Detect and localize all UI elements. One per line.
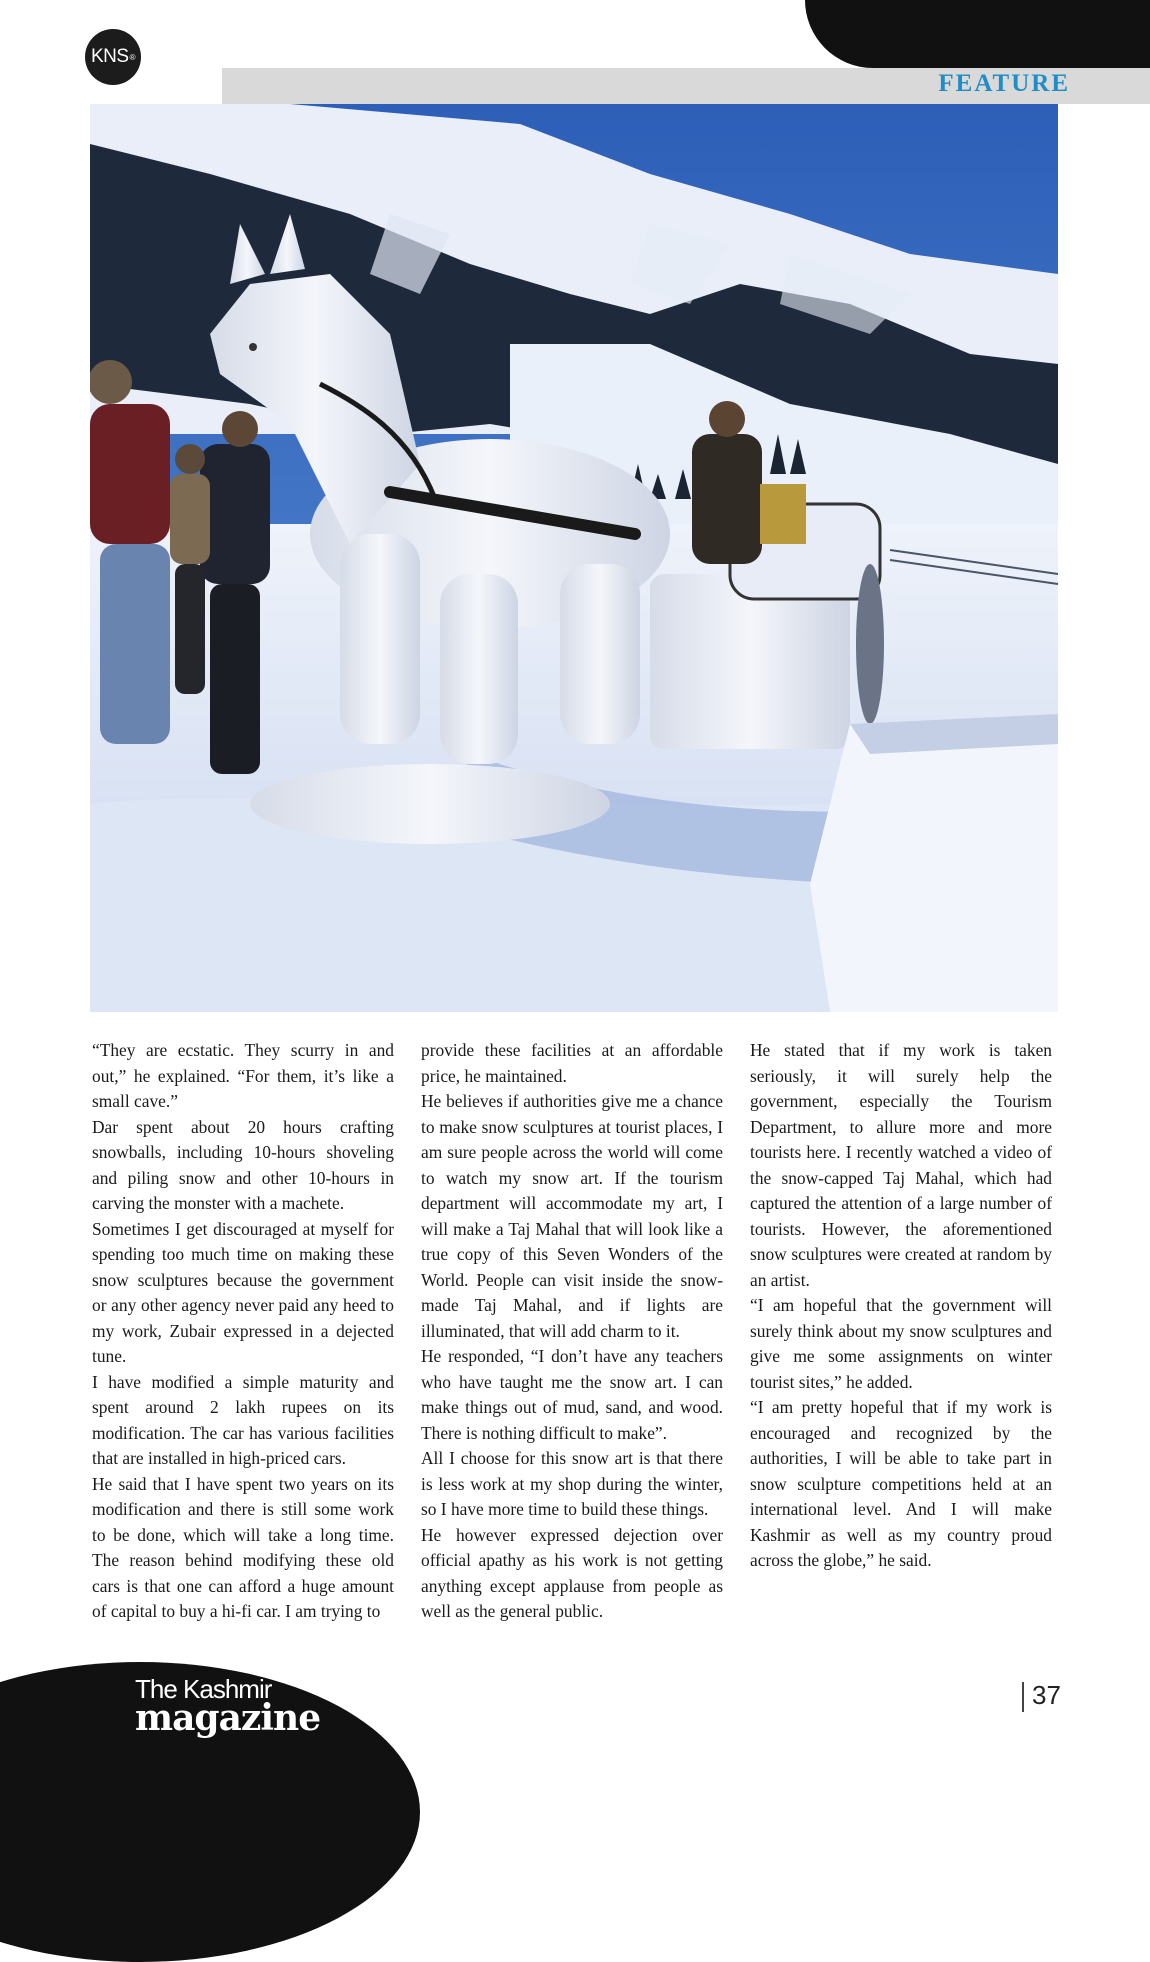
magazine-logo — [135, 1674, 321, 1739]
page-number: 37 — [1032, 1680, 1061, 1710]
paragraph: He believes if authorities give me a chance to make snow sculptures at tourist places, I am sure people across the world will come to watch my snow art. If the tourism department will accommodate my art, I will make a Taj Mahal that will look like a true copy of this Seven Wonders of the World. People can visit inside the snow-made Taj Mahal, and if lights are illuminated, that will add charm to it. — [421, 1091, 723, 1341]
kns-logo-text: KNS — [91, 46, 129, 67]
paragraph: “They are ecstatic. They scurry in and out,” he explained. “For them, it’s like a small cave.” — [92, 1040, 394, 1111]
paragraph: “I am hopeful that the government will surely think about my snow sculptures and give me some assignments on winter tourist sites,” he added. — [750, 1295, 1052, 1392]
paragraph: He responded, “I don’t have any teachers who have taught me the snow art. I can make things out of mud, sand, and wood. There is nothing difficult to make”. — [421, 1346, 723, 1443]
paragraph: He however expressed dejection over official apathy as his work is not getting anything except applause from people as well as the general public. — [421, 1524, 723, 1621]
article-body — [92, 1038, 1052, 1638]
feature-photo — [90, 104, 1058, 1012]
kns-logo: KNS ® — [85, 29, 141, 85]
article-column-3 — [750, 1038, 1052, 1574]
paragraph: provide these facilities at an affordable price, he maintained. — [421, 1040, 723, 1086]
paragraph: All I choose for this snow art is that there is less work at my shop during the winter, so I have more time to build these things. — [421, 1448, 723, 1519]
magazine-logo-top: The Kashmir — [135, 1674, 272, 1704]
paragraph: I have modified a simple maturity and spent around 2 lakh rupees on its modification. The car has various facilities that are installed in high-priced cars. — [92, 1371, 394, 1468]
paragraph: He stated that if my work is taken seriously, it will surely help the government, especially the Tourism Department, to allure more and more tourists here. I recently watched a video of the snow-capped Taj Mahal, which had captured the attention of a large number of tourists. However, the aforementioned snow sculptures were created at random by an artist. — [750, 1040, 1052, 1290]
paragraph: Dar spent about 20 hours crafting snowballs, including 10-hours shoveling and piling snow and other 10-hours in carving the monster with a machete. — [92, 1116, 394, 1213]
paragraph: “I am pretty hopeful that if my work is encouraged and recognized by the authorities, I will be able to take part in snow sculpture competitions held at an international level. And I will make Kashmir as well as my country proud across the globe,” he said. — [750, 1397, 1052, 1570]
paragraph: Sometimes I get discouraged at myself for spending too much time on making these snow sculptures because the government or any other agency never paid any heed to my work, Zubair expressed in a dejected tune. — [92, 1218, 394, 1366]
top-right-corner-decoration — [805, 0, 1150, 68]
section-label: FEATURE — [938, 70, 1070, 97]
article-column-1 — [92, 1038, 394, 1625]
article-column-2 — [421, 1038, 723, 1625]
page-number-divider — [1022, 1682, 1024, 1712]
magazine-logo-bottom: magazine — [135, 1697, 321, 1739]
paragraph: He said that I have spent two years on its modification and there is still some work to be done, which will take a long time. The reason behind modifying these old cars is that one can afford a huge amount of capital to buy a hi-fi car. I am trying to — [92, 1473, 394, 1621]
